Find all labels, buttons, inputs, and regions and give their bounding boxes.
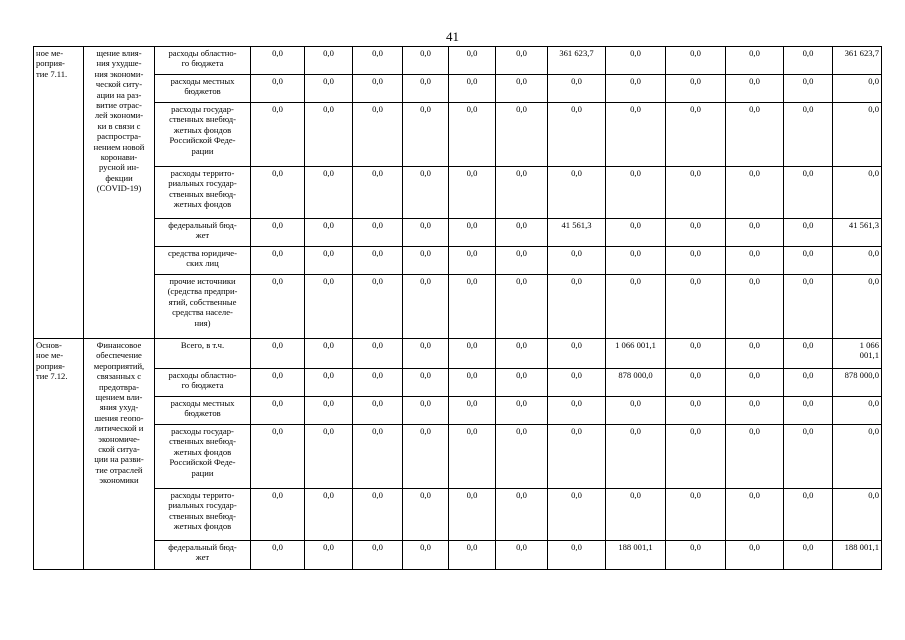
value-cell: 0,0	[726, 103, 784, 167]
funding-source: расходы государ- ственных внебюд- жетных фондов Российской Феде- рации	[155, 425, 251, 489]
value-cell: 0,0	[726, 339, 784, 369]
value-cell: 0,0	[833, 103, 882, 167]
value-cell: 0,0	[305, 167, 353, 219]
value-cell: 0,0	[548, 369, 606, 397]
funding-source: расходы террито- риальных государ- ственных внебюд- жетных фондов	[155, 489, 251, 541]
value-cell: 0,0	[449, 75, 496, 103]
value-cell: 0,0	[403, 339, 449, 369]
value-cell: 0,0	[353, 541, 403, 570]
value-cell: 0,0	[496, 541, 548, 570]
value-cell: 0,0	[449, 489, 496, 541]
value-cell: 0,0	[496, 275, 548, 339]
value-cell: 0,0	[403, 219, 449, 247]
table-row	[34, 75, 882, 103]
value-cell: 0,0	[833, 275, 882, 339]
value-cell: 0,0	[251, 247, 305, 275]
value-cell: 0,0	[403, 247, 449, 275]
table-body	[34, 47, 882, 570]
value-cell: 0,0	[784, 369, 833, 397]
value-cell: 0,0	[496, 103, 548, 167]
value-cell: 0,0	[353, 219, 403, 247]
value-cell: 0,0	[496, 247, 548, 275]
value-cell: 0,0	[305, 489, 353, 541]
funding-source: прочие источники (средства предпри- ятий, собственные средства населе- ния)	[155, 275, 251, 339]
value-cell: 0,0	[305, 47, 353, 75]
value-cell: 0,0	[726, 167, 784, 219]
value-cell: 0,0	[726, 369, 784, 397]
table-row	[34, 339, 882, 369]
value-cell: 0,0	[726, 275, 784, 339]
value-cell: 0,0	[251, 103, 305, 167]
value-cell: 0,0	[353, 47, 403, 75]
value-cell: 0,0	[666, 489, 726, 541]
value-cell: 361 623,7	[833, 47, 882, 75]
table-row	[34, 425, 882, 489]
value-cell: 0,0	[606, 397, 666, 425]
value-cell: 0,0	[666, 219, 726, 247]
value-cell: 0,0	[726, 75, 784, 103]
table-row	[34, 541, 882, 570]
funding-source: расходы государ- ственных внебюд- жетных фондов Российской Феде- рации	[155, 103, 251, 167]
value-cell: 188 001,1	[606, 541, 666, 570]
value-cell: 0,0	[666, 47, 726, 75]
value-cell: 0,0	[449, 541, 496, 570]
value-cell: 0,0	[449, 47, 496, 75]
value-cell: 0,0	[251, 369, 305, 397]
value-cell: 0,0	[784, 103, 833, 167]
value-cell: 41 561,3	[548, 219, 606, 247]
value-cell: 0,0	[305, 75, 353, 103]
value-cell: 188 001,1	[833, 541, 882, 570]
value-cell: 0,0	[606, 247, 666, 275]
value-cell: 0,0	[606, 47, 666, 75]
funding-source: федеральный бюд- жет	[155, 219, 251, 247]
value-cell: 0,0	[606, 275, 666, 339]
table-row	[34, 103, 882, 167]
value-cell: 0,0	[449, 425, 496, 489]
value-cell: 0,0	[403, 103, 449, 167]
value-cell: 0,0	[606, 489, 666, 541]
value-cell: 0,0	[606, 219, 666, 247]
value-cell: 0,0	[726, 247, 784, 275]
value-cell: 0,0	[251, 489, 305, 541]
value-cell: 361 623,7	[548, 47, 606, 75]
funding-source: расходы областно- го бюджета	[155, 47, 251, 75]
value-cell: 0,0	[403, 489, 449, 541]
value-cell: 878 000,0	[606, 369, 666, 397]
value-cell: 0,0	[606, 75, 666, 103]
table-row	[34, 397, 882, 425]
value-cell: 0,0	[726, 489, 784, 541]
value-cell: 0,0	[251, 397, 305, 425]
funding-source: Всего, в т.ч.	[155, 339, 251, 369]
value-cell: 0,0	[251, 339, 305, 369]
value-cell: 0,0	[305, 219, 353, 247]
funding-source: расходы местных бюджетов	[155, 397, 251, 425]
value-cell: 0,0	[666, 541, 726, 570]
value-cell: 0,0	[833, 489, 882, 541]
measure-label: Основ- ное ме- роприя- тие 7.12.	[34, 339, 84, 570]
table-row	[34, 47, 882, 75]
value-cell: 0,0	[784, 397, 833, 425]
table-row	[34, 489, 882, 541]
value-cell: 0,0	[548, 425, 606, 489]
value-cell: 0,0	[251, 219, 305, 247]
value-cell: 0,0	[403, 275, 449, 339]
value-cell: 0,0	[496, 47, 548, 75]
value-cell: 0,0	[666, 247, 726, 275]
value-cell: 0,0	[403, 425, 449, 489]
value-cell: 0,0	[548, 103, 606, 167]
value-cell: 0,0	[403, 541, 449, 570]
value-cell: 0,0	[784, 541, 833, 570]
value-cell: 0,0	[251, 275, 305, 339]
value-cell: 0,0	[403, 369, 449, 397]
value-cell: 0,0	[784, 275, 833, 339]
value-cell: 0,0	[496, 369, 548, 397]
value-cell: 0,0	[784, 219, 833, 247]
value-cell: 0,0	[666, 275, 726, 339]
value-cell: 0,0	[449, 275, 496, 339]
value-cell: 0,0	[305, 369, 353, 397]
value-cell: 0,0	[403, 75, 449, 103]
value-cell: 0,0	[548, 489, 606, 541]
value-cell: 0,0	[548, 167, 606, 219]
value-cell: 0,0	[726, 397, 784, 425]
table-row	[34, 167, 882, 219]
value-cell: 0,0	[784, 75, 833, 103]
value-cell: 0,0	[548, 275, 606, 339]
value-cell: 0,0	[305, 541, 353, 570]
value-cell: 0,0	[353, 489, 403, 541]
value-cell: 0,0	[496, 339, 548, 369]
value-cell: 0,0	[353, 397, 403, 425]
funding-source: расходы областно- го бюджета	[155, 369, 251, 397]
value-cell: 0,0	[606, 425, 666, 489]
table-row	[34, 219, 882, 247]
value-cell: 0,0	[666, 369, 726, 397]
value-cell: 0,0	[666, 75, 726, 103]
value-cell: 0,0	[496, 425, 548, 489]
value-cell: 0,0	[496, 397, 548, 425]
funding-source: средства юридиче- ских лиц	[155, 247, 251, 275]
value-cell: 0,0	[251, 47, 305, 75]
value-cell: 0,0	[353, 247, 403, 275]
table-row	[34, 369, 882, 397]
value-cell: 0,0	[726, 47, 784, 75]
value-cell: 0,0	[606, 167, 666, 219]
value-cell: 0,0	[606, 103, 666, 167]
value-cell: 0,0	[496, 167, 548, 219]
value-cell: 0,0	[666, 397, 726, 425]
funding-source: расходы местных бюджетов	[155, 75, 251, 103]
value-cell: 0,0	[251, 425, 305, 489]
value-cell: 0,0	[666, 339, 726, 369]
value-cell: 1 066 001,1	[833, 339, 882, 369]
measure-label: ное ме- роприя- тие 7.11.	[34, 47, 84, 339]
value-cell: 41 561,3	[833, 219, 882, 247]
value-cell: 0,0	[403, 47, 449, 75]
value-cell: 0,0	[251, 541, 305, 570]
value-cell: 1 066 001,1	[606, 339, 666, 369]
value-cell: 0,0	[726, 219, 784, 247]
table-row	[34, 275, 882, 339]
value-cell: 0,0	[449, 103, 496, 167]
value-cell: 0,0	[548, 247, 606, 275]
value-cell: 0,0	[726, 541, 784, 570]
value-cell: 0,0	[353, 75, 403, 103]
value-cell: 0,0	[666, 167, 726, 219]
value-cell: 0,0	[449, 247, 496, 275]
value-cell: 0,0	[666, 103, 726, 167]
table-row	[34, 247, 882, 275]
value-cell: 0,0	[305, 397, 353, 425]
value-cell: 0,0	[251, 167, 305, 219]
value-cell: 0,0	[548, 339, 606, 369]
value-cell: 0,0	[726, 425, 784, 489]
value-cell: 0,0	[353, 275, 403, 339]
value-cell: 0,0	[548, 397, 606, 425]
value-cell: 0,0	[548, 541, 606, 570]
value-cell: 0,0	[449, 167, 496, 219]
value-cell: 0,0	[449, 339, 496, 369]
value-cell: 0,0	[833, 75, 882, 103]
value-cell: 878 000,0	[833, 369, 882, 397]
budget-table	[33, 46, 882, 570]
value-cell: 0,0	[305, 275, 353, 339]
value-cell: 0,0	[403, 397, 449, 425]
value-cell: 0,0	[833, 247, 882, 275]
measure-description: Финансовое обеспечение мероприятий, связанных с предотвра- щением вли- яния ухуд- шения геопо- литической и экономиче- ской ситуа- ции на разви- тие отраслей экономики	[84, 339, 155, 570]
value-cell: 0,0	[353, 167, 403, 219]
page-number: 41	[446, 29, 459, 44]
value-cell: 0,0	[403, 167, 449, 219]
value-cell: 0,0	[305, 103, 353, 167]
value-cell: 0,0	[784, 247, 833, 275]
value-cell: 0,0	[548, 75, 606, 103]
value-cell: 0,0	[449, 219, 496, 247]
value-cell: 0,0	[784, 47, 833, 75]
value-cell: 0,0	[305, 247, 353, 275]
measure-description: щение влия- ния ухудше- ния экономи- ческой ситу- ации на раз- витие отрас- лей экономи- ки в связи с распростра- нением новой коронави- русной ин- фекции (COVID-19)	[84, 47, 155, 339]
value-cell: 0,0	[496, 489, 548, 541]
value-cell: 0,0	[784, 425, 833, 489]
funding-source: расходы террито- риальных государ- ственных внебюд- жетных фондов	[155, 167, 251, 219]
value-cell: 0,0	[784, 489, 833, 541]
value-cell: 0,0	[496, 75, 548, 103]
value-cell: 0,0	[353, 369, 403, 397]
funding-source: федеральный бюд- жет	[155, 541, 251, 570]
value-cell: 0,0	[305, 339, 353, 369]
value-cell: 0,0	[833, 425, 882, 489]
value-cell: 0,0	[353, 103, 403, 167]
value-cell: 0,0	[666, 425, 726, 489]
value-cell: 0,0	[449, 397, 496, 425]
value-cell: 0,0	[496, 219, 548, 247]
value-cell: 0,0	[353, 425, 403, 489]
value-cell: 0,0	[833, 397, 882, 425]
value-cell: 0,0	[784, 167, 833, 219]
value-cell: 0,0	[305, 425, 353, 489]
value-cell: 0,0	[784, 339, 833, 369]
value-cell: 0,0	[251, 75, 305, 103]
value-cell: 0,0	[353, 339, 403, 369]
value-cell: 0,0	[449, 369, 496, 397]
value-cell: 0,0	[833, 167, 882, 219]
